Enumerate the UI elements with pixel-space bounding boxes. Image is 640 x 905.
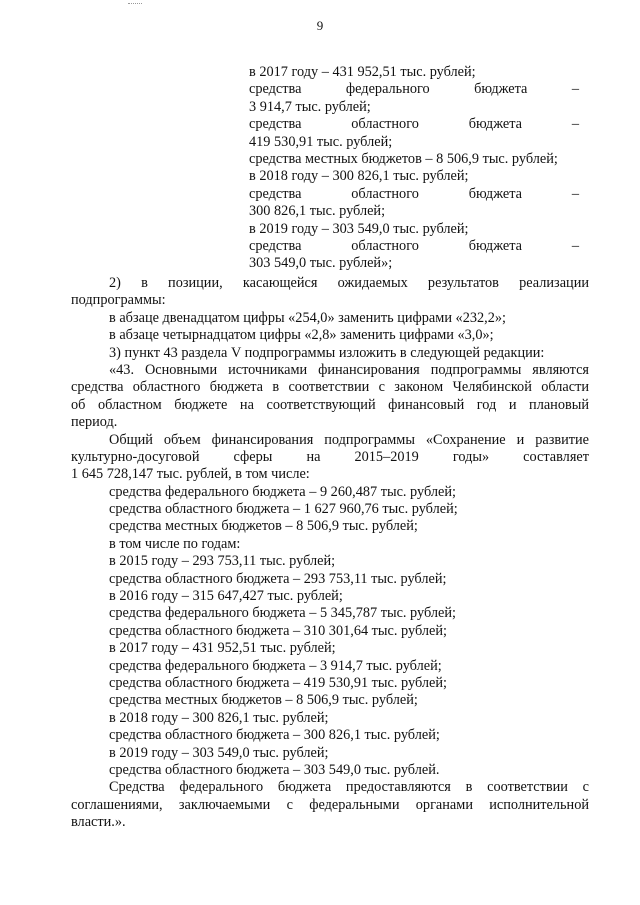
text-line: средства местных бюджетов – 8 506,9 тыс. рублей;: [249, 150, 558, 167]
document-body: [71, 275, 589, 832]
paragraph-line: средства областного бюджета – 300 826,1 тыс. рублей;: [109, 727, 440, 744]
paragraph-line: 2) в позиции, касающейся ожидаемых результатов реализации: [109, 275, 589, 291]
paragraph-line: соглашениями, заключаемыми с федеральными органами исполнительной: [71, 796, 589, 813]
paragraph-line: средства областного бюджета – 1 627 960,76 тыс. рублей;: [109, 501, 458, 518]
text-line: 3 914,7 тыс. рублей;: [249, 98, 371, 115]
paragraph-line: Общий объем финансирования подпрограммы «Сохранение и развитие: [109, 431, 589, 448]
text-line: в 2017 году – 431 952,51 тыс. рублей;: [249, 64, 476, 80]
continued-funding-list: [249, 64, 579, 273]
paragraph-line: в 2015 году – 293 753,11 тыс. рублей;: [109, 553, 336, 570]
paragraph-line: средства федерального бюджета – 3 914,7 тыс. рублей;: [109, 657, 442, 674]
paragraph-line: в 2019 году – 303 549,0 тыс. рублей;: [109, 744, 329, 761]
paragraph-line: в 2017 году – 431 952,51 тыс. рублей;: [109, 640, 336, 657]
paragraph-line: средства областного бюджета – 303 549,0 тыс. рублей.: [109, 761, 440, 778]
paragraph-line: средства федерального бюджета – 5 345,787 тыс. рублей;: [109, 605, 456, 622]
paragraph-line: средства областного бюджета – 310 301,64 тыс. рублей;: [109, 622, 447, 639]
paragraph-line: 3) пункт 43 раздела V подпрограммы изложить в следующей редакции:: [109, 344, 545, 361]
text-line: 419 530,91 тыс. рублей;: [249, 133, 393, 150]
paragraph-line: период.: [71, 414, 118, 431]
text-line: средства федерального бюджета –: [249, 81, 579, 98]
paragraph-line: Средства федерального бюджета предоставляются в соответствии с: [109, 779, 589, 796]
paragraph-line: «43. Основными источниками финансирования подпрограммы являются: [109, 361, 589, 378]
page-number: 9: [316, 18, 324, 33]
paragraph-line: средства федерального бюджета – 9 260,487 тыс. рублей;: [109, 483, 456, 500]
paragraph-line: в 2018 году – 300 826,1 тыс. рублей;: [109, 709, 329, 726]
text-line: средства областного бюджета –: [249, 185, 579, 202]
text-line: 300 826,1 тыс. рублей;: [249, 203, 386, 220]
paragraph-line: в абзаце четырнадцатом цифры «2,8» заменить цифрами «3,0»;: [109, 327, 494, 344]
paragraph-line: культурно-досуговой сферы на 2015–2019 годы» составляет: [71, 448, 589, 465]
text-line: в 2019 году – 303 549,0 тыс. рублей;: [249, 220, 469, 237]
paragraph-line: власти.».: [71, 814, 126, 831]
text-line: средства областного бюджета –: [249, 116, 579, 133]
text-line: средства областного бюджета –: [249, 237, 579, 254]
paragraph-line: об областном бюджете на соответствующий финансовый год и плановый: [71, 396, 589, 413]
paragraph-line: в 2016 году – 315 647,427 тыс. рублей;: [109, 588, 343, 605]
paragraph-line: средства областного бюджета – 293 753,11 тыс. рублей;: [109, 570, 447, 587]
paragraph-line: в абзаце двенадцатом цифры «254,0» заменить цифрами «232,2»;: [109, 309, 506, 326]
paragraph-line: средства местных бюджетов – 8 506,9 тыс. рублей;: [109, 518, 418, 535]
text-line: в 2018 году – 300 826,1 тыс. рублей;: [249, 168, 469, 185]
paragraph-line: средства местных бюджетов – 8 506,9 тыс. рублей;: [109, 692, 418, 709]
paragraph-line: подпрограммы:: [71, 292, 166, 309]
scan-artifact: [128, 3, 142, 6]
paragraph-line: средства областного бюджета – 419 530,91 тыс. рублей;: [109, 674, 447, 691]
paragraph-line: 1 645 728,147 тыс. рублей, в том числе:: [71, 466, 310, 483]
paragraph-line: в том числе по годам:: [109, 535, 241, 552]
paragraph-line: средства областного бюджета в соответствии с законом Челябинской области: [71, 379, 589, 396]
text-line: 303 549,0 тыс. рублей»;: [249, 255, 393, 272]
